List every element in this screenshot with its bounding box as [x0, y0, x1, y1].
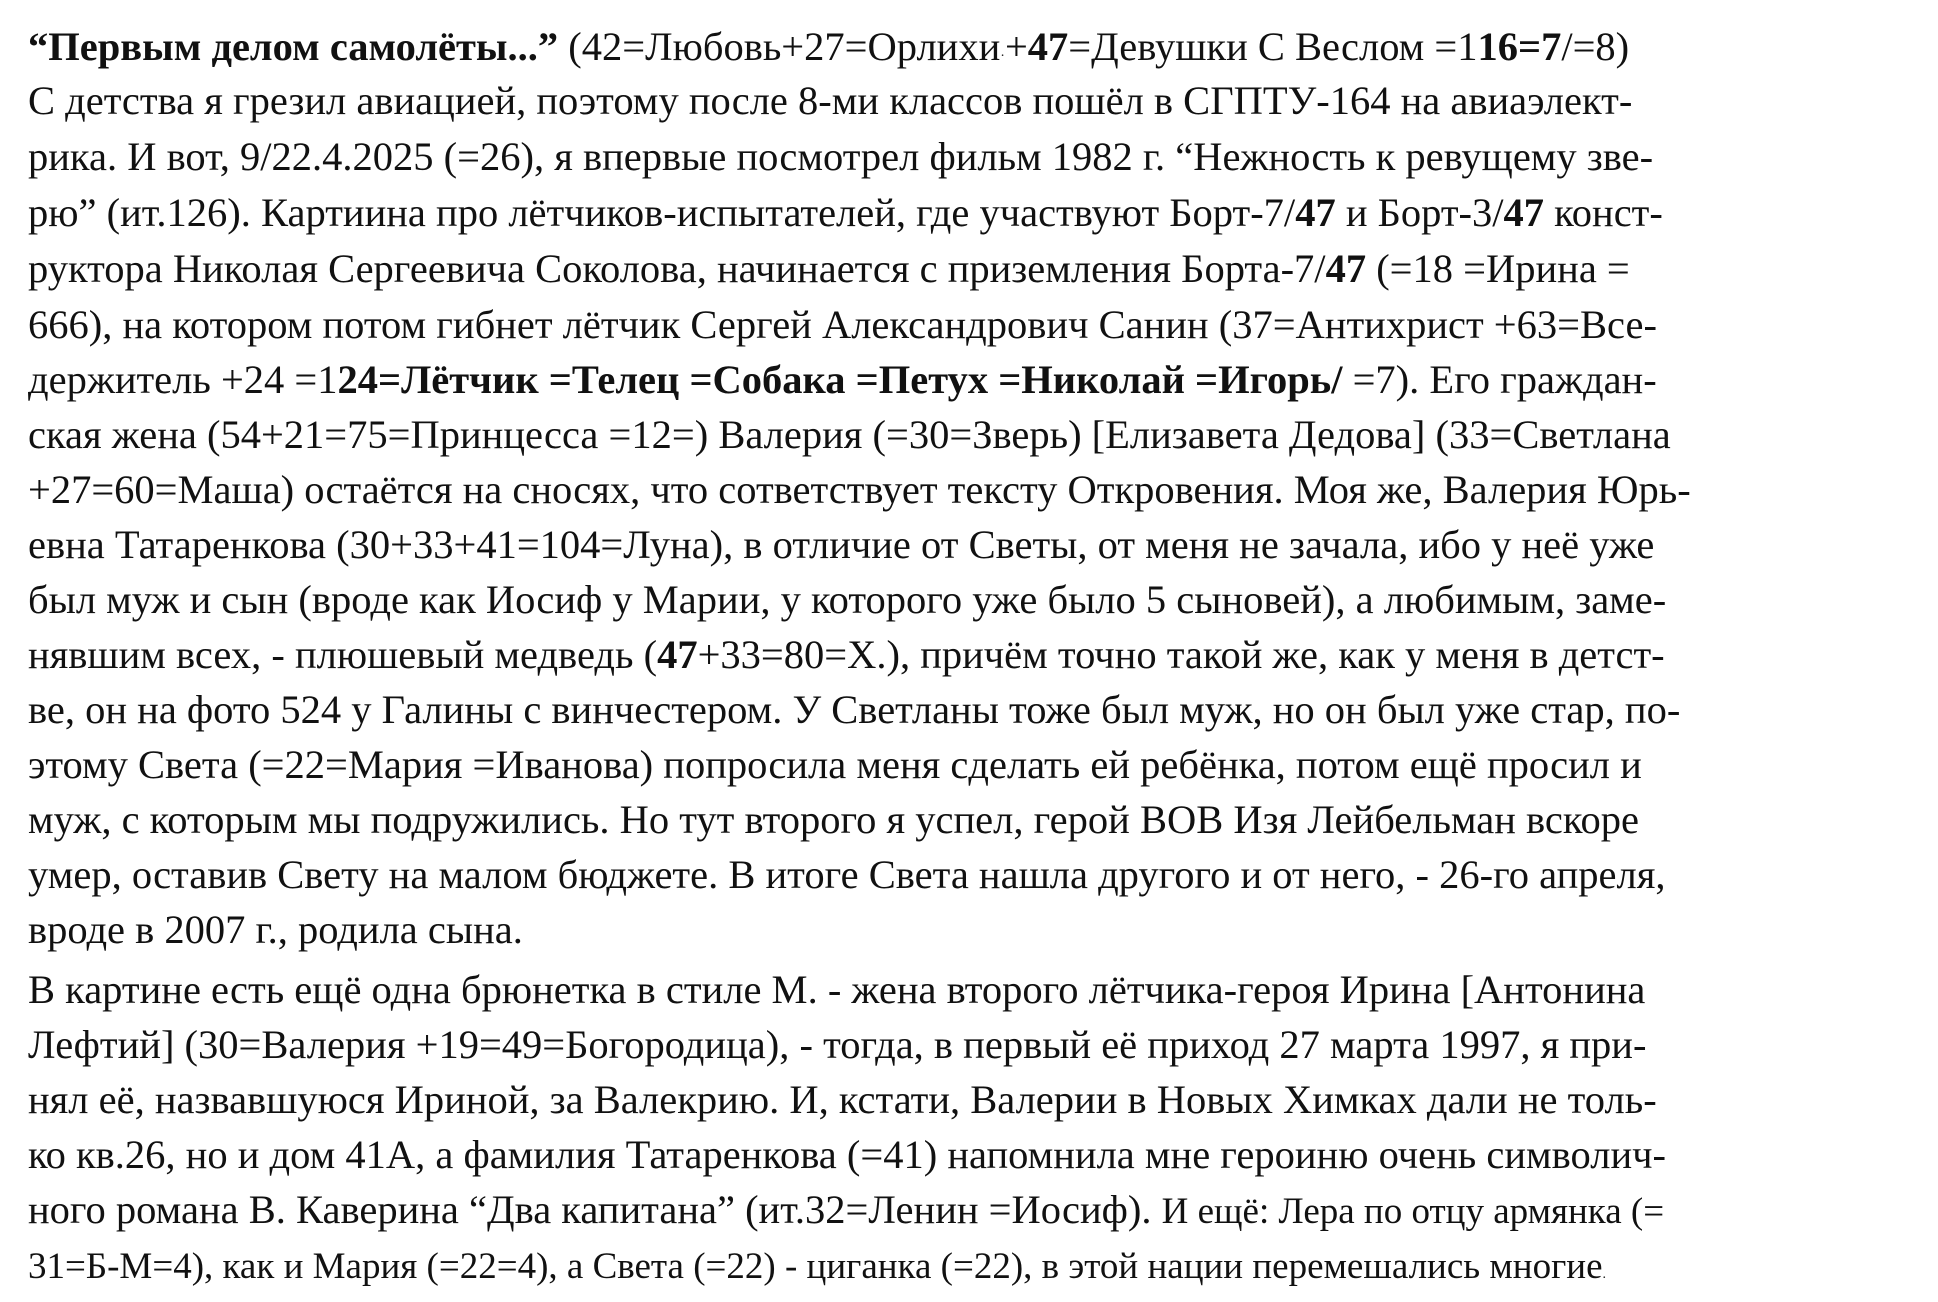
bold-text-run: “Первым делом самолёты...” — [28, 24, 559, 69]
line-12 — [28, 628, 1665, 682]
line-19 — [28, 1018, 1646, 1072]
text-run: /=8) — [1561, 24, 1630, 69]
text-run: 666), на котором потом гибнет лётчик Сергей Александрович Санин (37=Антихрист +63=Все- — [28, 302, 1657, 347]
text-run: умер, оставив Свету на малом бюджете. В итоге Света нашла другого и от него, - 26-го апреля, — [28, 852, 1666, 897]
text-run: (42=Любовь+27=Орлихи — [558, 24, 1001, 69]
line-23 — [28, 1238, 1606, 1292]
bold-text-run: 47 — [1503, 190, 1545, 235]
text-run: =7). Его граждан- — [1342, 357, 1657, 402]
line-18 — [28, 963, 1645, 1017]
line-21 — [28, 1128, 1666, 1182]
text-run: вроде в 2007 г., родила сына. — [28, 907, 523, 952]
text-run: ве, он на фото 524 у Галины с винчестером. У Светланы тоже был муж, но он был уже стар, по- — [28, 687, 1681, 732]
text-run: ко кв.26, но и дом 41А, а фамилия Татаренкова (=41) напомнила мне героиню очень символич- — [28, 1132, 1666, 1177]
bold-text-run: 47 — [1027, 24, 1069, 69]
line-10 — [28, 518, 1654, 572]
bold-text-run: 16=7 — [1477, 24, 1562, 69]
text-run: С детства я грезил авиацией, поэтому после 8-ми классов пошёл в СГПТУ-164 на авиаэлект- — [28, 78, 1633, 123]
line-3 — [28, 130, 1653, 184]
text-run: руктора Николая Сергеевича Соколова, начинается с приземления Борта-7/ — [28, 246, 1326, 291]
text-run: 31=Б-М=4), как и Мария (=22=4), а Света (=22) - циганка (=22), в этой нации перемешались многие — [28, 1246, 1603, 1287]
text-run: нявшим всех, - плюшевый медведь ( — [28, 632, 658, 677]
bold-text-run: 24=Лётчик =Телец =Собака =Петух =Николай =Игорь/ — [337, 357, 1343, 402]
text-run: конст- — [1544, 190, 1663, 235]
text-run: +27=60=Маша) остаётся на сносях, что сответствует тексту Откровения. Моя же, Валерия Юрь- — [28, 467, 1691, 512]
text-run: ного романа В. Каверина “Два капитана” (ит.32=Ленин =Иосиф). — [28, 1187, 1162, 1232]
line-9 — [28, 463, 1691, 517]
text-run: · — [1000, 49, 1005, 64]
text-run: держитель +24 =1 — [28, 357, 338, 402]
text-run: +33=80=Х.), причём точно такой же, как у меня в детст- — [697, 632, 1665, 677]
text-run: ская жена (54+21=75=Принцесса =12=) Валерия (=30=Зверь) [Елизавета Дедова] (33=Светлана — [28, 412, 1671, 457]
text-run: муж, с которым мы подружились. Но тут второго я успел, герой ВОВ Изя Лейбельман вскоре — [28, 797, 1640, 842]
line-2 — [28, 74, 1632, 128]
text-run: этому Света (=22=Мария =Иванова) попросила меня сделать ей ребёнка, потом ещё просил и — [28, 742, 1642, 787]
bold-text-run: 47 — [1295, 190, 1336, 235]
text-run: В картине есть ещё одна брюнетка в стиле М. - жена второго лётчика-героя Ирина [Антонина — [28, 967, 1646, 1012]
line-7 — [28, 353, 1657, 407]
text-run: был муж и сын (вроде как Иосиф у Марии, у которого уже было 5 сыновей), а любимым, заме- — [28, 577, 1667, 622]
bold-text-run: 47 — [1325, 246, 1367, 291]
text-run: (=18 =Ирина = — [1366, 246, 1630, 291]
line-17 — [28, 903, 523, 957]
text-run: . — [1602, 1267, 1607, 1282]
text-run: нял её, назвавшуюся Ириной, за Валекрию. И, кстати, Валерии в Новых Химках дали не толь- — [28, 1077, 1657, 1122]
text-run: И ещё: Лера по отцу армянка (= — [1161, 1191, 1665, 1232]
text-run: + — [1004, 24, 1028, 69]
bold-text-run: 47 — [657, 632, 698, 677]
text-run: и Борт-3/ — [1335, 190, 1504, 235]
line-5 — [28, 242, 1630, 296]
text-run: рика. И вот, 9/22.4.2025 (=26), я впервые посмотрел фильм 1982 г. “Нежность к ревущему зве- — [28, 134, 1654, 179]
text-run: =Девушки С Веслом =1 — [1068, 24, 1478, 69]
line-13 — [28, 683, 1680, 737]
line-1 — [28, 20, 1629, 74]
line-8 — [28, 408, 1671, 462]
line-15 — [28, 793, 1639, 847]
line-4 — [28, 186, 1663, 240]
text-run: рю” (ит.126). Картиина про лётчиков-испытателей, где участвуют Борт-7/ — [28, 190, 1296, 235]
line-22 — [28, 1183, 1664, 1237]
line-20 — [28, 1073, 1657, 1127]
text-run: евна Татаренкова (30+33+41=104=Луна), в отличие от Светы, от меня не зачала, ибо у неё уже — [28, 522, 1655, 567]
line-11 — [28, 573, 1666, 627]
line-14 — [28, 738, 1642, 792]
text-run: Лефтий] (30=Валерия +19=49=Богородица), - тогда, в первый её приход 27 марта 1997, я при- — [28, 1022, 1647, 1067]
line-6 — [28, 298, 1657, 352]
line-16 — [28, 848, 1665, 902]
